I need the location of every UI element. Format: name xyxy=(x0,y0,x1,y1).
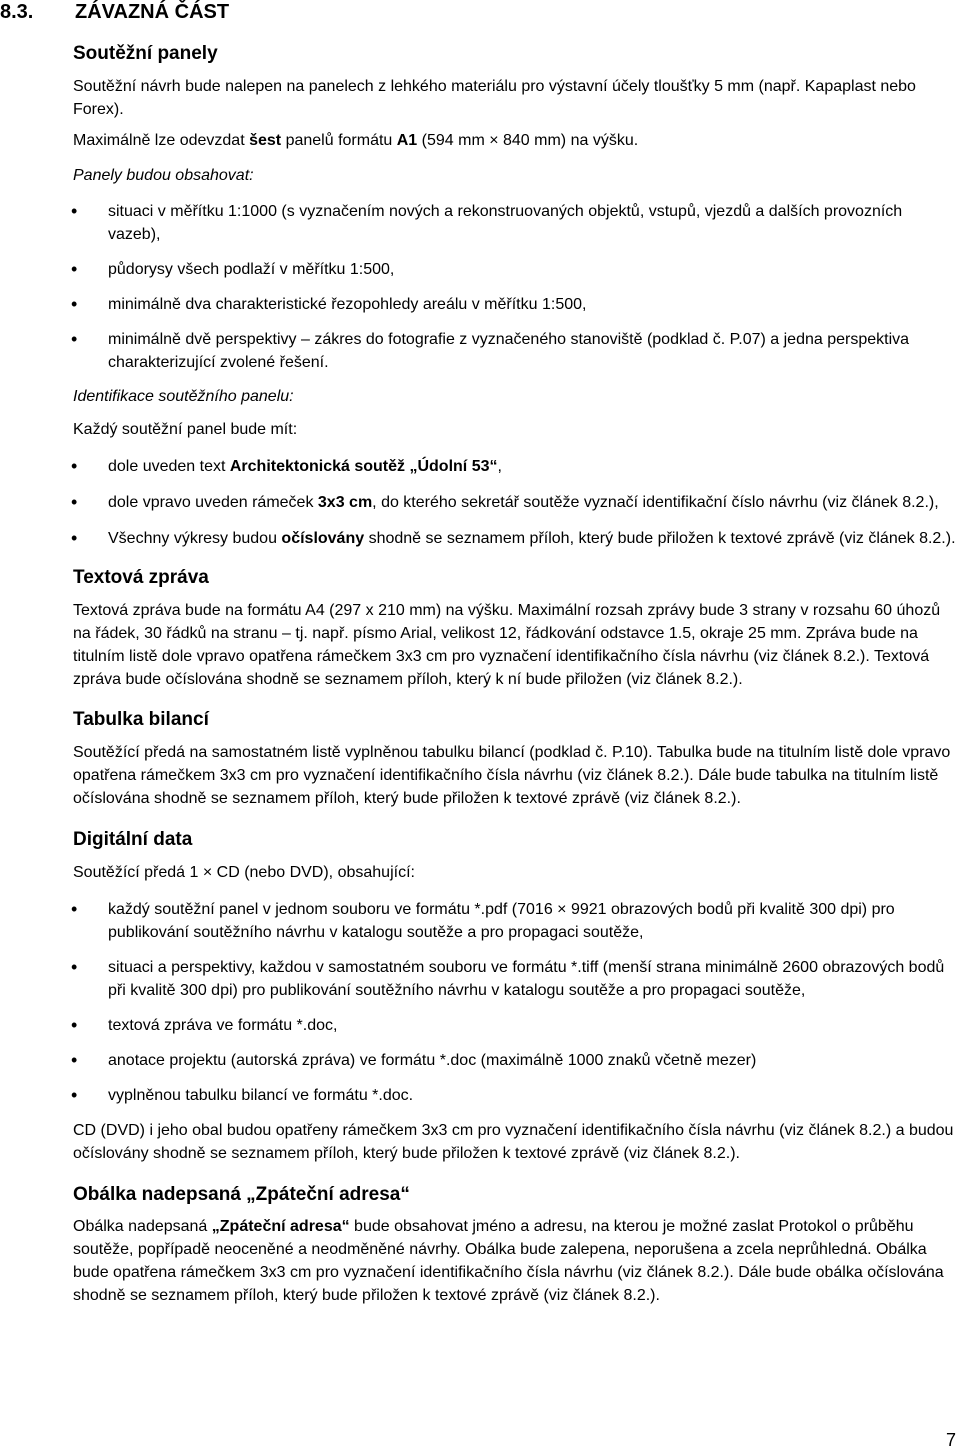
panel-id-intro: Každý soutěžní panel bude mít: xyxy=(73,421,298,438)
report-paragraph: Textová zpráva bude na formátu A4 (297 x 210 mm) na výšku. Maximální rozsah zprávy bude 3 strany v rozsahu 60 úhozů na řádek, 30 řádků na stranu – tj. např. písmo Arial, velikost 12, řádkování odstavce 1.5, okraje 25 mm. Zpráva bude na titulním listě dole vpravo opatřena rámečkem 3x3 cm pro vyznačení identifikačního čísla návrhu (viz článek 8.2.). Textová zpráva bude očíslována shodně se seznamem příloh, který k ní bude přiložen (viz článek 8.2.). xyxy=(73,602,941,688)
heading-text-report: Textová zpráva xyxy=(73,567,209,588)
bold-text: 3x3 cm xyxy=(317,494,373,511)
text-span: , xyxy=(497,458,502,475)
heading-envelope: Obálka nadepsaná „Zpáteční adresa“ xyxy=(73,1184,410,1205)
panels-paragraph-2 xyxy=(73,129,958,152)
section-heading xyxy=(0,0,229,24)
list-item: • minimálně dva charakteristické řezopohledy areálu v měřítku 1:500, xyxy=(73,293,958,316)
heading-balance-table: Tabulka bilancí xyxy=(73,709,209,730)
digital-intro: Soutěžící předá 1 × CD (nebo DVD), obsahující: xyxy=(73,864,415,881)
list-item: • situaci v měřítku 1:1000 (s vyznačením nových a rekonstruovaných objektů, vstupů, vjezdů a dalších provozních vazeb), xyxy=(73,200,958,246)
panel-id-list xyxy=(73,455,958,550)
panel-id-label: Identifikace soutěžního panelu: xyxy=(73,388,294,405)
digital-list xyxy=(73,898,958,1107)
text-span: panelů formátu xyxy=(281,132,397,149)
bold-text: „Zpáteční adresa“ xyxy=(211,1218,350,1235)
section-content xyxy=(73,42,958,1307)
text-span: shodně se seznamem příloh, který bude přiložen k textové zprávě (viz článek 8.2.). xyxy=(364,530,956,547)
section-title: ZÁVAZNÁ ČÁST xyxy=(75,1,230,23)
list-item xyxy=(73,491,958,514)
text-span: Obálka nadepsaná xyxy=(73,1218,212,1235)
heading-digital-data: Digitální data xyxy=(73,829,193,850)
section-number: 8.3. xyxy=(0,1,34,23)
text-span: , do kterého sekretář soutěže vyznačí identifikační číslo návrhu (viz článek 8.2.), xyxy=(372,494,939,511)
list-item: • půdorysy všech podlaží v měřítku 1:500, xyxy=(73,258,958,281)
bold-text: šest xyxy=(249,132,282,149)
list-item: • každý soutěžní panel v jednom souboru ve formátu *.pdf (7016 × 9921 obrazových bodů při kvalitě 300 dpi) pro publikování soutěžního návrhu v katalogu soutěže a pro propagaci soutěže, xyxy=(73,898,958,944)
text-span: Maximálně lze odevzdat xyxy=(73,132,250,149)
list-item: • minimálně dvě perspektivy – zákres do fotografie z vyznačeného stanoviště (podklad č. P.07) a jedna perspektiva charakterizující zvolené řešení. xyxy=(73,328,958,374)
digital-outro: CD (DVD) i jeho obal budou opatřeny rámečkem 3x3 cm pro vyznačení identifikačního čísla návrhu (viz článek 8.2.) a budou očíslovány shodně se seznamem příloh, který bude přiložen k textové zprávě (viz článek 8.2.). xyxy=(73,1122,954,1162)
text-span: dole vpravo uveden rámeček xyxy=(108,494,318,511)
panels-paragraph-1: Soutěžní návrh bude nalepen na panelech z lehkého materiálu pro výstavní účely tloušťky 5 mm (např. Kapaplast nebo Forex). xyxy=(73,78,916,118)
list-item xyxy=(73,527,958,550)
bold-text: A1 xyxy=(396,132,418,149)
text-span: (594 mm × 840 mm) na výšku. xyxy=(417,132,639,149)
bold-text: očíslovány xyxy=(281,530,365,547)
text-span: dole uveden text xyxy=(108,458,230,475)
list-item: • vyplněnou tabulku bilancí ve formátu *.doc. xyxy=(73,1084,958,1107)
page-number: 7 xyxy=(945,1430,956,1450)
panels-contents-label: Panely budou obsahovat: xyxy=(73,167,254,184)
list-item xyxy=(73,455,958,478)
list-item: • textová zpráva ve formátu *.doc, xyxy=(73,1014,958,1037)
text-span: bude obsahovat jméno a adresu, na kterou je možné zaslat Protokol o průběhu soutěže, popřípadě neoceněné a neodměněné návrhy. Obálka bude zalepena, neporušena a zcela neprůhledná. Obálka bude opatřena rámečkem 3x3 cm pro vyznačení identifikačního čísla návrhu (viz článek 8.2.). Dále bude obálka očíslována shodně se seznamem příloh, který bude přiložen k textové zprávě (viz článek 8.2.). xyxy=(73,1218,944,1304)
panels-contents-list xyxy=(73,200,958,374)
list-item: • anotace projektu (autorská zpráva) ve formátu *.doc (maximálně 1000 znaků včetně mezer) xyxy=(73,1049,958,1072)
envelope-paragraph xyxy=(73,1215,958,1307)
heading-panels: Soutěžní panely xyxy=(73,43,218,64)
list-item: • situaci a perspektivy, každou v samostatném souboru ve formátu *.tiff (menší strana minimálně 2600 obrazových bodů při kvalitě 300 dpi) pro publikování soutěžního návrhu v katalogu soutěže a pro propagaci soutěže, xyxy=(73,956,958,1002)
text-span: Všechny výkresy budou xyxy=(108,530,282,547)
bold-text: Architektonická soutěž „Údolní 53“ xyxy=(229,458,498,475)
balance-paragraph: Soutěžící předá na samostatném listě vyplněnou tabulku bilancí (podklad č. P.10). Tabulka bude na titulním listě dole vpravo opatřena rámečkem 3x3 cm pro vyznačení identifikačního čísla návrhu (viz článek 8.2.). Dále bude tabulka na titulním listě očíslována shodně se seznamem příloh, který bude přiložen k textové zprávě (viz článek 8.2.). xyxy=(73,744,951,807)
